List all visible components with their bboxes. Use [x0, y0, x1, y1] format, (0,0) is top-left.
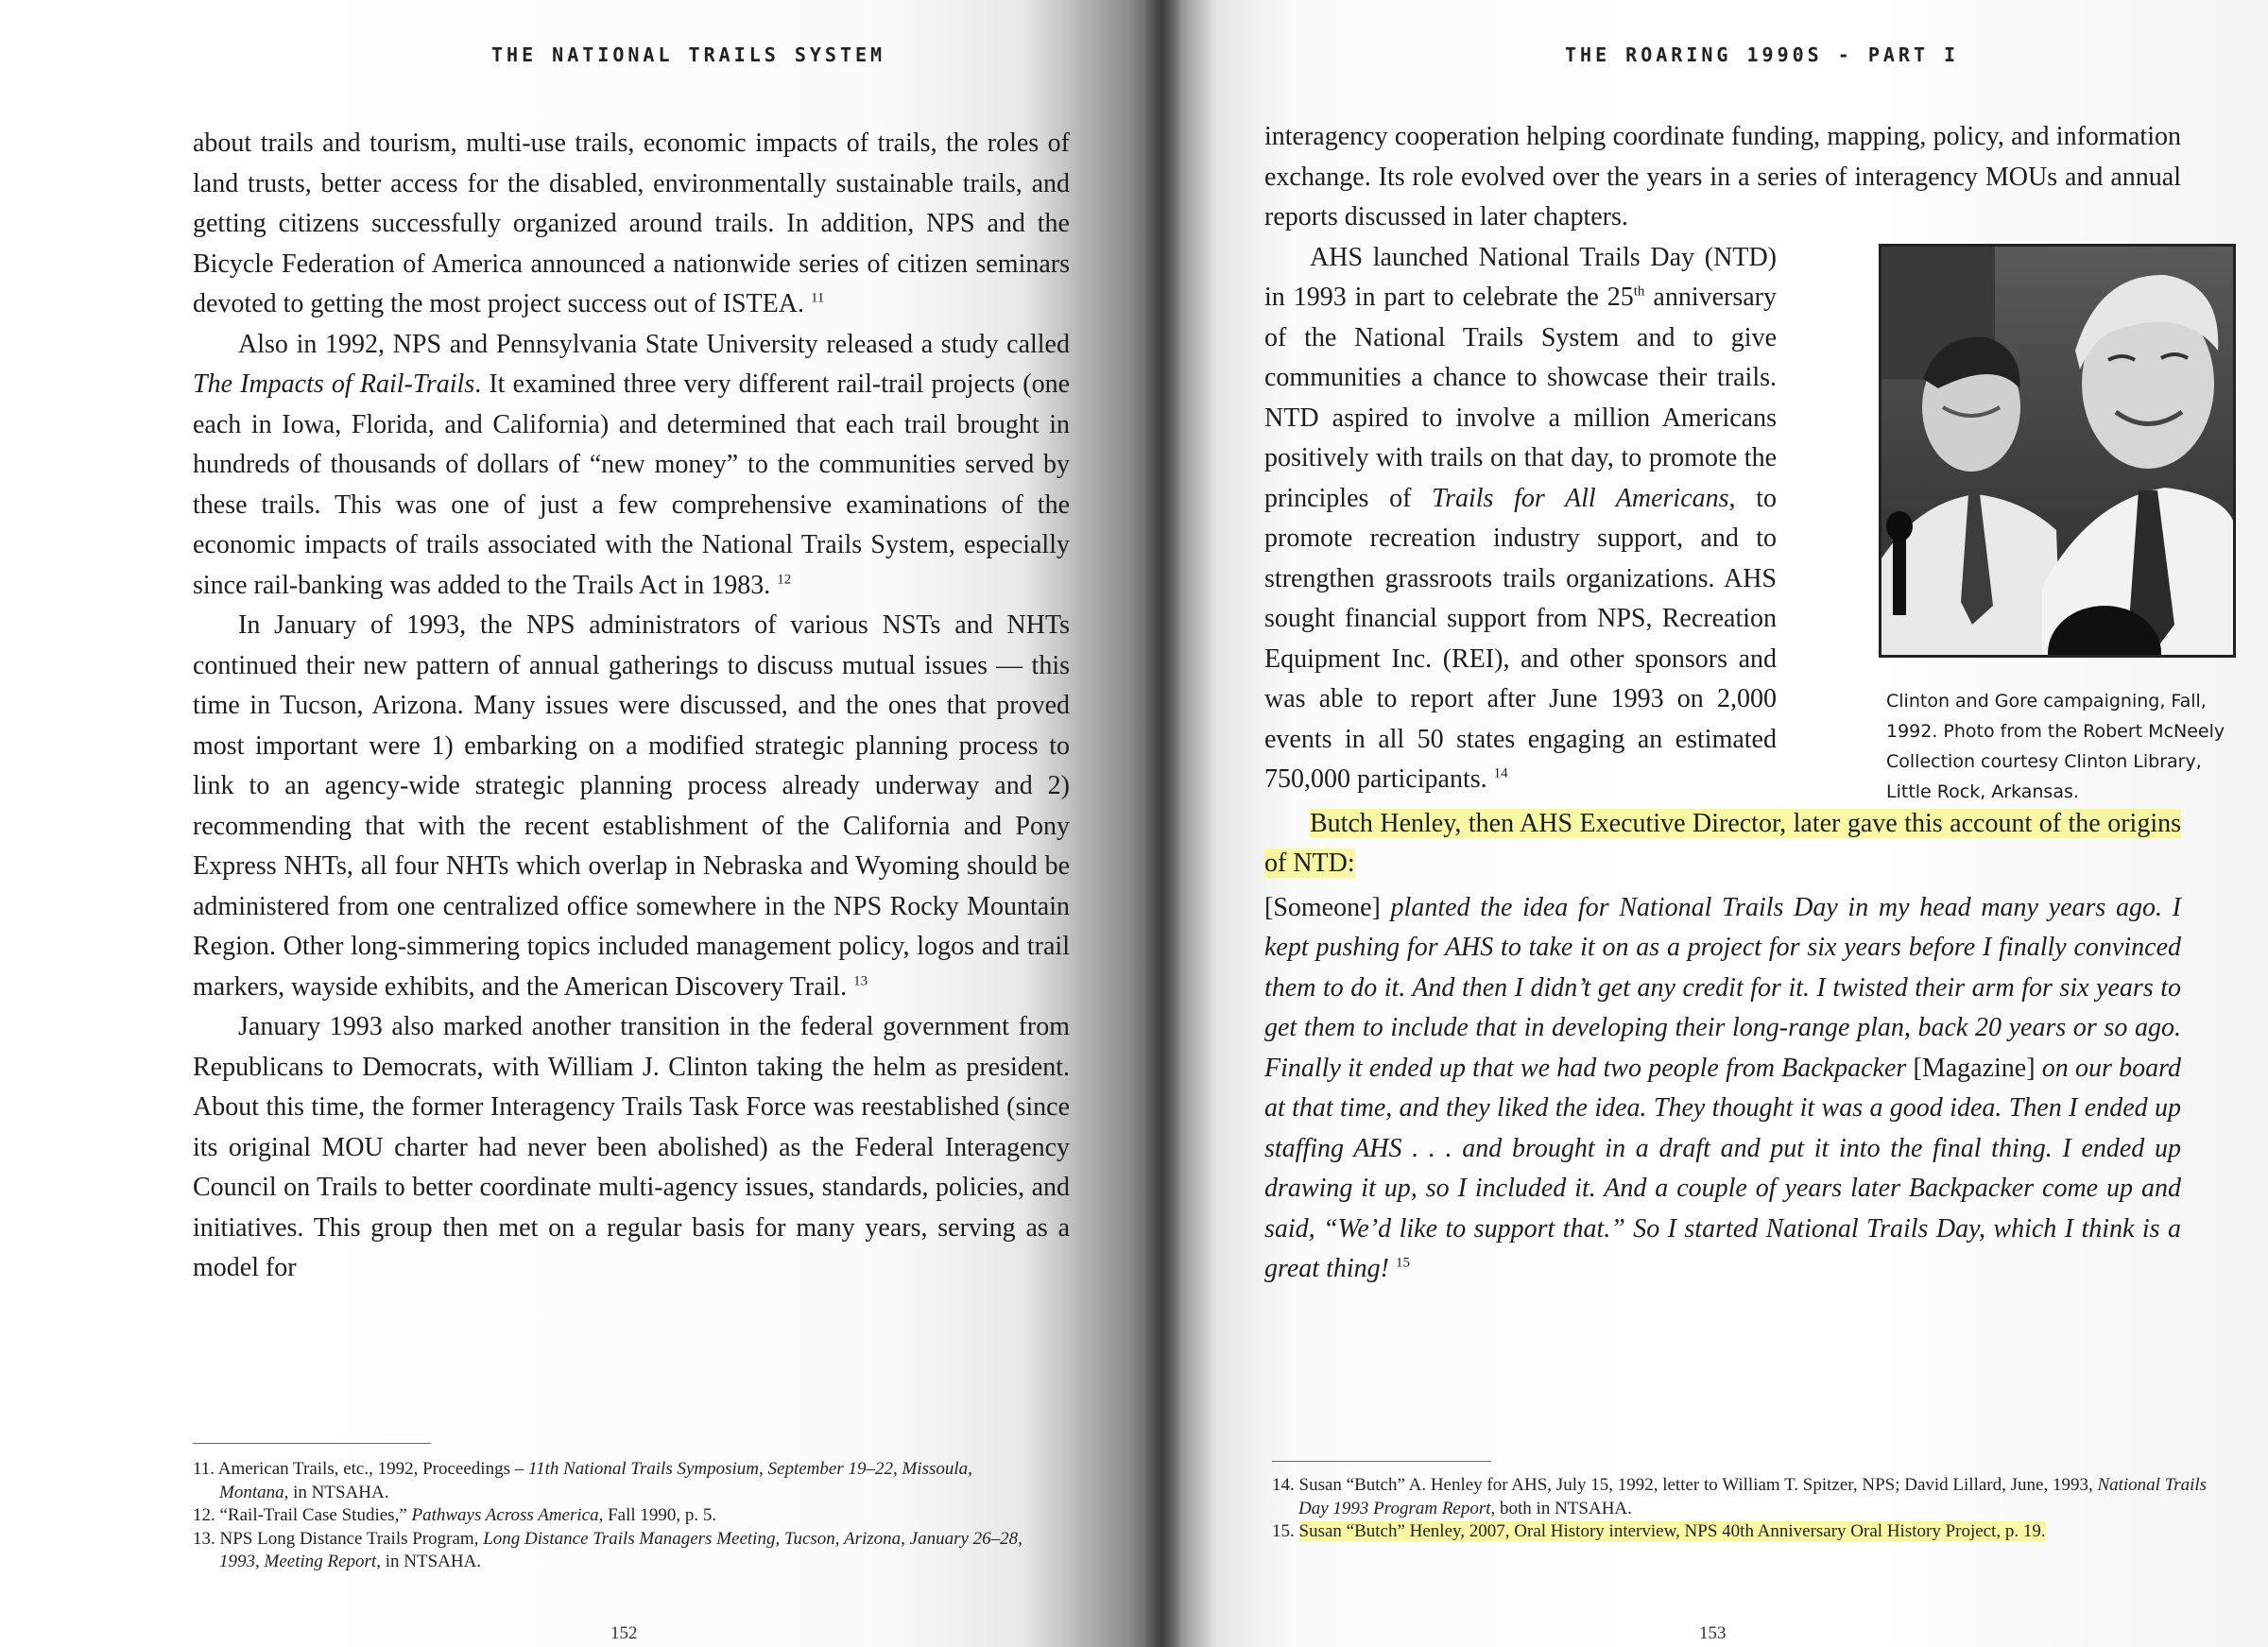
photo-caption: Clinton and Gore campaigning, Fall, 1992. Photo from the Robert McNeely Collection courtesy Clinton Library, Little Rock, Arkansas.: [1886, 691, 2225, 802]
footnote-rule: [1272, 1461, 1491, 1462]
henley-quote: [Someone] planted the idea for National Trails Day in my head many years ago. I kept pushing for AHS to take it on as a project for six years before I finally convinced them to do it. And then I didn’t get any credit for it. I twisted their arm for six years to get them to include that in developing their long-range plan, back 20 years or so ago. Finally it ended up that we had two people from Backpacker [Magazine] on our board at that time, and they liked the idea. They thought it was a good idea. Then I ended up staffing AHS . . . and brought in a draft and put it into the final thing. I ended up drawing it up, so I included it. And a couple of years later Backpacker come up and said, “We’d like to support that.” So I started National Trails Day, which I think is a great thing! $^{15}$: [1264, 892, 2181, 1283]
paragraph: interagency cooperation helping coordinate funding, mapping, policy, and information exchange. Its role evolved over the years in a series of interagency MOUs and annual reports discussed in later chapters.: [1264, 122, 2181, 232]
photo-illustration: [1881, 247, 2233, 655]
paragraph: about trails and tourism, multi-use trails, economic impacts of trails, the roles of land trusts, better access for the disabled, environmentally sustainable trails, and getting citizens successfully organized around trails. In addition, NPS and the Bicycle Federation of America announced a nationwide series of citizen seminars devoted to getting the most project success out of ISTEA. $^{11}$: [193, 129, 1070, 318]
paragraph: In January of 1993, the NPS administrators of various NSTs and NHTs continued their new pattern of annual gatherings to discuss mutual issues — this time in Tucson, Arizona. Many issues were discussed, and the ones that proved most important were 1) embarking on a modified strategic planning process to link to an agency-wide strategic planning process already underway and 2) recommending that with the recent establishment of the California and Pony Express NHTs, all four NHTs which overlap in Nebraska and Wyoming should be administered from one centralized office somewhere in the NPS Rocky Mountain Region. Other long-simmering topics included management policy, logos and trail markers, wayside exhibits, and the American Discovery Trail. $^{13}$: [193, 610, 1070, 1002]
highlighted-text: Butch Henley, then AHS Executive Director, later gave this account of the origins of NTD:: [1264, 808, 2181, 878]
paragraph: January 1993 also marked another transition in the federal government from Republicans to Democrats, with William J. Clinton taking the helm as president. About this time, the former Interagency Trails Task Force was reestablished (since its original MOU charter had never been abolished) as the Federal Interagency Council on Trails to better coordinate multi-agency issues, standards, policies, and initiatives. This group then met on a regular basis for many years, serving as a model for: [193, 1012, 1070, 1282]
footnote-ref: 15: [1395, 1255, 1410, 1271]
footnote-ref: 14: [1493, 765, 1508, 781]
footnote: 14. Susan “Butch” A. Henley for AHS, July 15, 1992, letter to William T. Spitzer, NPS; David Lillard, June, 1993, National Trails Day 1993 Program Report, both in NTSAHA.: [1272, 1475, 2208, 1518]
clinton-gore-photo: [1879, 244, 2236, 658]
book-title: Trails for All Americans: [1432, 483, 1729, 513]
photo-figure: [1879, 244, 2236, 807]
right-page: [1162, 0, 2268, 1647]
footnote-rule: [193, 1443, 431, 1444]
ntd-paragraph: AHS launched National Trails Day (NTD) in 1993 in part to celebrate the 25th anniversary of the National Trails System and to give communities a chance to showcase their trails. NTD aspired to involve a million Americans positively with trails on that day, to promote the principles of Trails for All Americans, to promote recreation industry support, and to strengthen grassroots trails organizations. AHS sought financial support from NPS, Recreation Equipment Inc. (REI), and other sponsors and was able to report after June 1993 on 2,000 events in all 50 states engaging an estimated 750,000 participants. $^{14}$: [1264, 242, 1777, 794]
footnote-ref: 11: [810, 290, 825, 306]
footnote-ref: 12: [777, 572, 792, 588]
paragraph: Also in 1992, NPS and Pennsylvania State University released a study called The Impacts of Rail-Trails. It examined three very different rail-trail projects (one each in Iowa, Florida, and California) and determined that each trail brought in hundreds of thousands of dollars of “new money” to the communities served by these trails. This was one of just a few comprehensive examinations of the economic impacts of trails associated with the National Trails System, especially since rail-banking was added to the Trails Act in 1983. $^{12}$: [193, 329, 1070, 600]
footnote: 11. American Trails, etc., 1992, Proceedings – 11th National Trails Symposium, September 19–22, Missoula, Montana, in NTSAHA.: [193, 1459, 972, 1502]
footnote: 13. NPS Long Distance Trails Program, Long Distance Trails Managers Meeting, Tucson, Arizona, January 26–28, 1993, Meeting Report, in NTSAHA.: [193, 1528, 1022, 1571]
left-footnotes: [193, 1458, 1024, 1574]
book-title: The Impacts of Rail-Trails: [193, 369, 475, 399]
book-gutter: [1145, 0, 1179, 1647]
page-number: 153: [1699, 1623, 1727, 1643]
footnote-ref: 13: [853, 973, 868, 989]
left-running-head: THE NATIONAL TRAILS SYSTEM: [491, 43, 886, 66]
footnote: 15. Susan “Butch” Henley, 2007, Oral History interview, NPS 40th Anniversary Oral History Project, p. 19.: [1272, 1521, 2046, 1541]
right-running-head: THE ROARING 1990S - PART I: [1565, 43, 1960, 66]
page-number: 152: [610, 1623, 638, 1643]
left-body-text: [193, 124, 1070, 1289]
footnote: 12. “Rail-Trail Case Studies,” Pathways Across America, Fall 1990, p. 5.: [193, 1505, 717, 1525]
henley-intro: [1264, 804, 2181, 884]
right-footnotes: [1272, 1474, 2217, 1544]
